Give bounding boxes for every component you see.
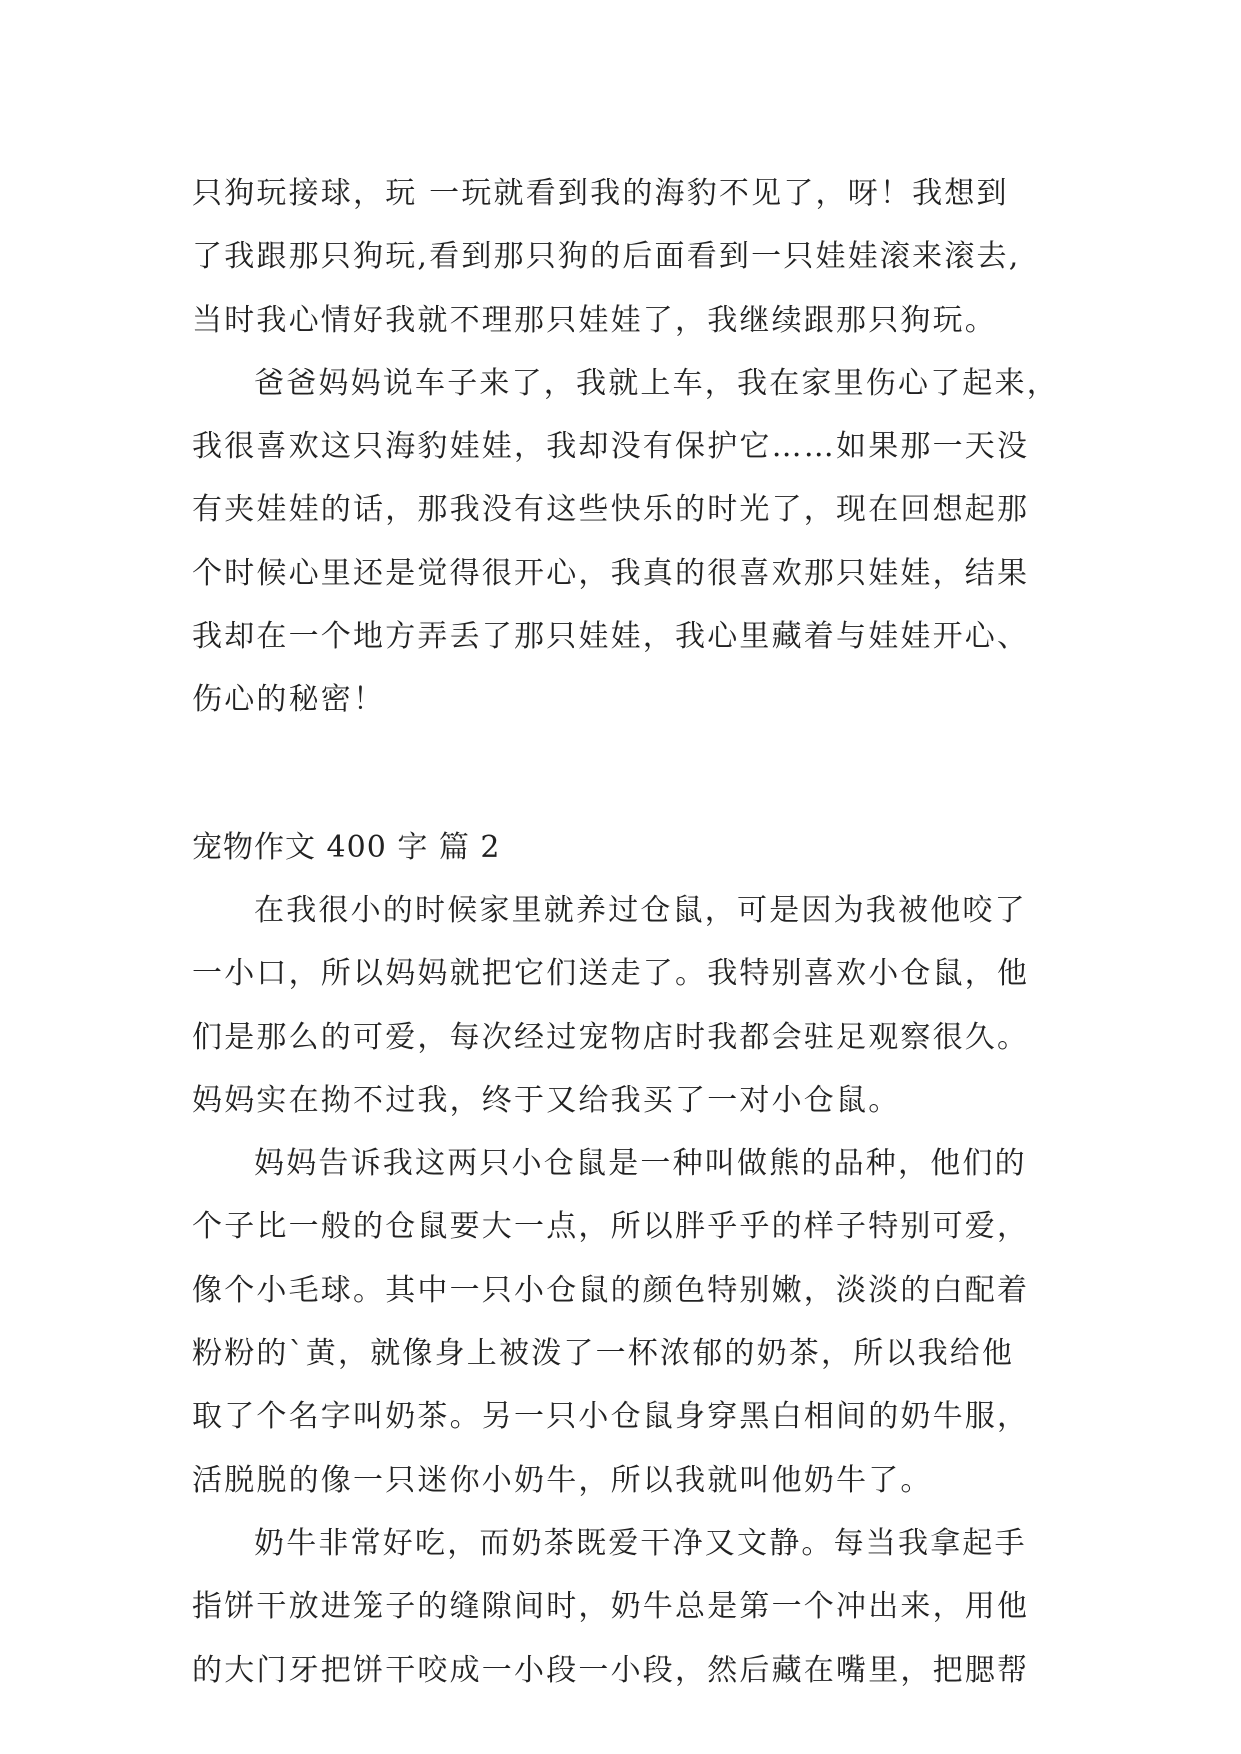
text-line: 一小口，所以妈妈就把它们送走了。我特别喜欢小仓鼠，他 [192,956,1030,992]
text-line: 取了个名字叫奶茶。另一只小仓鼠身穿黑白相间的奶牛服， [192,1399,1030,1435]
text-line: 有夹娃娃的话，那我没有这些快乐的时光了，现在回想起那 [192,492,1030,528]
text-line: 奶牛非常好吃，而奶茶既爱干净又文静。每当我拿起手 [254,1525,1027,1561]
paragraph [192,1132,1082,1512]
text-line: 爸爸妈妈说车子来了，我就上车，我在家里伤心了起来， [254,365,1059,401]
text-line: 在我很小的时候家里就养过仓鼠，可是因为我被他咬了 [254,892,1027,928]
document-body [192,162,1082,1702]
text-line: 我却在一个地方弄丢了那只娃娃，我心里藏着与娃娃开心、 [192,619,1030,655]
text-line: 伤心的秘密！ [192,682,386,718]
paragraph [192,1512,1082,1702]
text-line: 妈妈告诉我这两只小仓鼠是一种叫做熊的品种，他们的 [254,1146,1027,1182]
section-spacer [192,732,1082,810]
text-line: 粉粉的`黄，就像身上被泼了一杯浓郁的奶茶，所以我给他 [192,1336,1015,1372]
text-line: 的大门牙把饼干咬成一小段一小段，然后藏在嘴里，把腮帮 [192,1652,1030,1688]
text-line: 指饼干放进笼子的缝隙间时，奶牛总是第一个冲出来，用他 [192,1589,1030,1625]
text-line: 妈妈实在拗不过我，终于又给我买了一对小仓鼠。 [192,1082,901,1118]
text-line: 个子比一般的仓鼠要大一点，所以胖乎乎的样子特别可爱， [192,1209,1030,1245]
text-line: 当时我心情好我就不理那只娃娃了，我继续跟那只狗玩。 [192,302,997,338]
text-line: 像个小毛球。其中一只小仓鼠的颜色特别嫩，淡淡的白配着 [192,1272,1030,1308]
text-line: 们是那么的可爱，每次经过宠物店时我都会驻足观察很久。 [192,1019,1030,1055]
paragraph [192,352,1082,732]
paragraph [192,879,1082,1132]
text-line: 活脱脱的像一只迷你小奶牛，所以我就叫他奶牛了。 [192,1462,933,1498]
text-line: 只狗玩接球，玩 一玩就看到我的海豹不见了，呀！我想到 [192,176,1009,211]
text-line: 我很喜欢这只海豹娃娃，我却没有保护它……如果那一天没 [192,429,1030,465]
section-heading: 宠物作文 400 字 篇 2 [192,829,501,865]
paragraph [192,162,1082,352]
text-line: 个时候心里还是觉得很开心，我真的很喜欢那只娃娃，结果 [192,555,1030,591]
text-line: 了我跟那只狗玩,看到那只狗的后面看到一只娃娃滚来滚去, [192,239,1021,275]
